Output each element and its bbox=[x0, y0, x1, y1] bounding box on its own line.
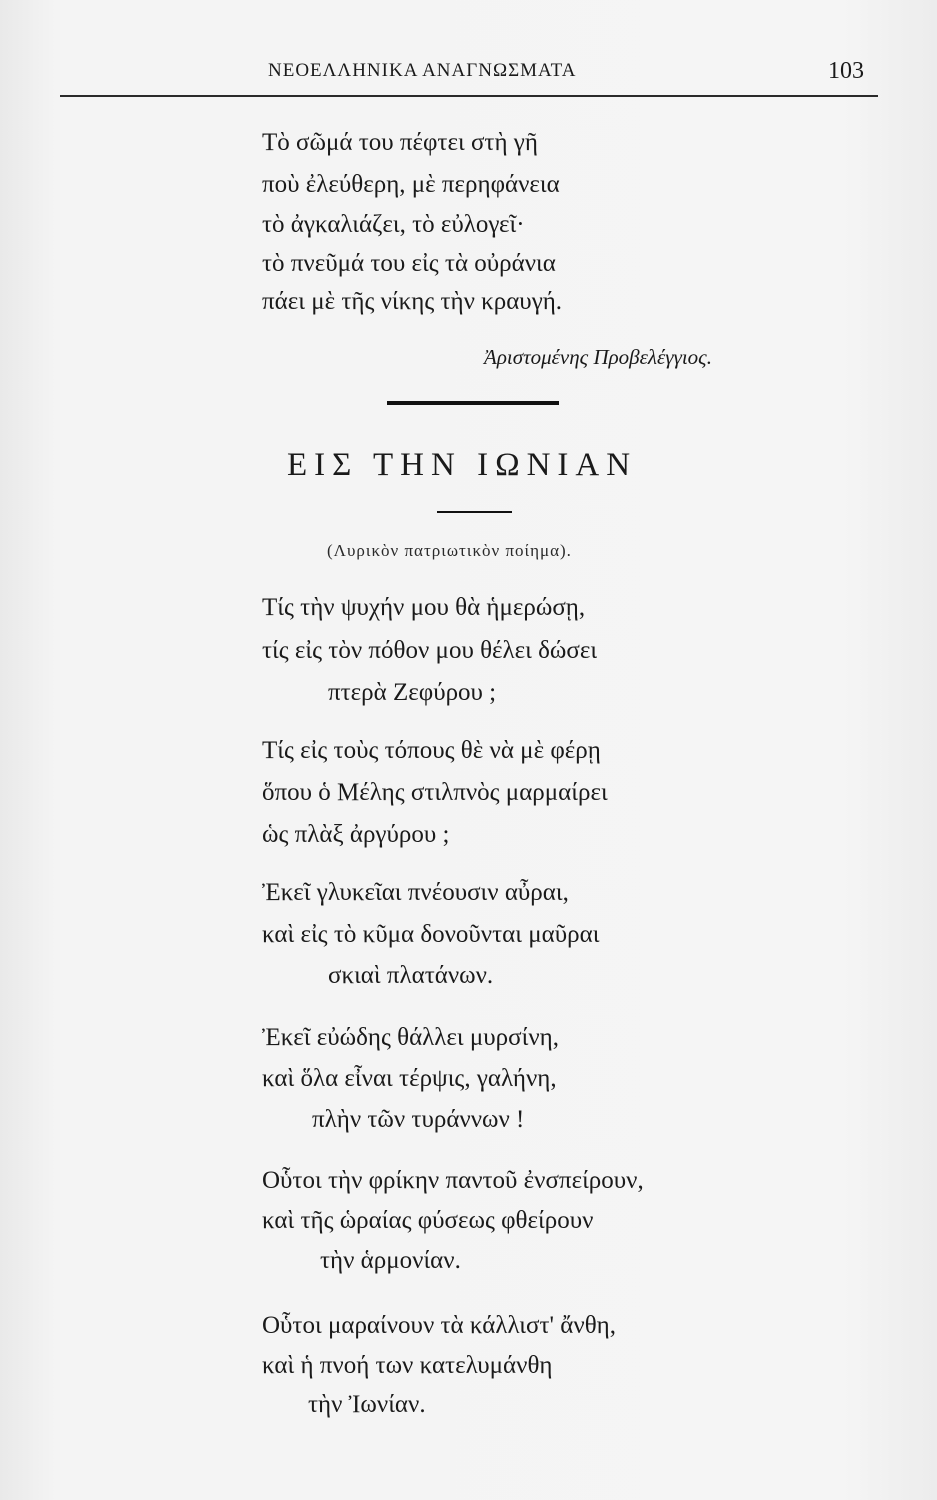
poem-line: τὴν Ἰωνίαν. bbox=[308, 1391, 426, 1418]
running-head-title: ΝΕΟΕΛΛΗΝΙΚΑ ΑΝΑΓΝΩΣΜΑΤΑ bbox=[268, 60, 577, 81]
poem-line: τὸ πνεῦμά του εἰς τὰ οὐράνια bbox=[262, 250, 556, 277]
poem-line: ποὺ ἐλεύθερη, μὲ περηφάνεια bbox=[262, 171, 560, 198]
poem-line: Τίς τὴν ψυχήν μου θὰ ἡμερώσῃ, bbox=[262, 594, 586, 621]
poem-line: Ἐκεῖ γλυκεῖαι πνέουσιν αὖραι, bbox=[262, 879, 569, 906]
poem-line: Τὸ σῶμά του πέφτει στὴ γῆ bbox=[262, 129, 538, 156]
poem-line: σκιαὶ πλατάνων. bbox=[328, 962, 494, 989]
section-divider bbox=[387, 401, 559, 405]
poem-line: τίς εἰς τὸν πόθον μου θέλει δώσει bbox=[262, 637, 598, 664]
title-rule bbox=[437, 511, 512, 513]
poem-line: ὅπου ὁ Μέλης στιλπνὸς μαρμαίρει bbox=[262, 779, 608, 806]
poem-line: Τίς εἰς τοὺς τόπους θὲ νὰ μὲ φέρῃ bbox=[262, 737, 601, 764]
poem-title: ΕΙΣ ΤΗΝ ΙΩΝΙΑΝ bbox=[287, 447, 638, 483]
page-number: 103 bbox=[828, 58, 864, 84]
poem-line: καὶ ὅλα εἶναι τέρψις, γαλήνη, bbox=[262, 1065, 557, 1092]
poem-line: τὴν ἁρμονίαν. bbox=[320, 1247, 461, 1274]
poem-line: πλὴν τῶν τυράννων ! bbox=[312, 1106, 525, 1133]
poem-line: ὡς πλὰξ ἀργύρου ; bbox=[262, 821, 450, 848]
poem-subtitle: (Λυρικὸν πατριωτικὸν ποίημα). bbox=[327, 541, 572, 560]
poem-line: πάει μὲ τῆς νίκης τὴν κραυγή. bbox=[262, 288, 563, 315]
poem-line: Οὗτοι τὴν φρίκην παντοῦ ἐνσπείρουν, bbox=[262, 1167, 644, 1194]
poem-line: καὶ τῆς ὡραίας φύσεως φθείρουν bbox=[262, 1207, 594, 1234]
poem-line: καὶ εἰς τὸ κῦμα δονοῦνται μαῦραι bbox=[262, 921, 600, 948]
poem-line: Οὗτοι μαραίνουν τὰ κάλλιστ' ἄνθη, bbox=[262, 1312, 617, 1339]
poem-line: πτερὰ Ζεφύρου ; bbox=[328, 679, 497, 706]
poem-line: καὶ ἡ πνοή των κατελυμάνθη bbox=[262, 1352, 553, 1379]
poem-line: Ἐκεῖ εὐώδης θάλλει μυρσίνη, bbox=[262, 1024, 559, 1051]
poem-line: τὸ ἀγκαλιάζει, τὸ εὐλογεῖ· bbox=[262, 211, 525, 238]
author-signature: Ἀριστομένης Προβελέγγιος. bbox=[484, 345, 712, 369]
header-rule bbox=[60, 95, 878, 97]
